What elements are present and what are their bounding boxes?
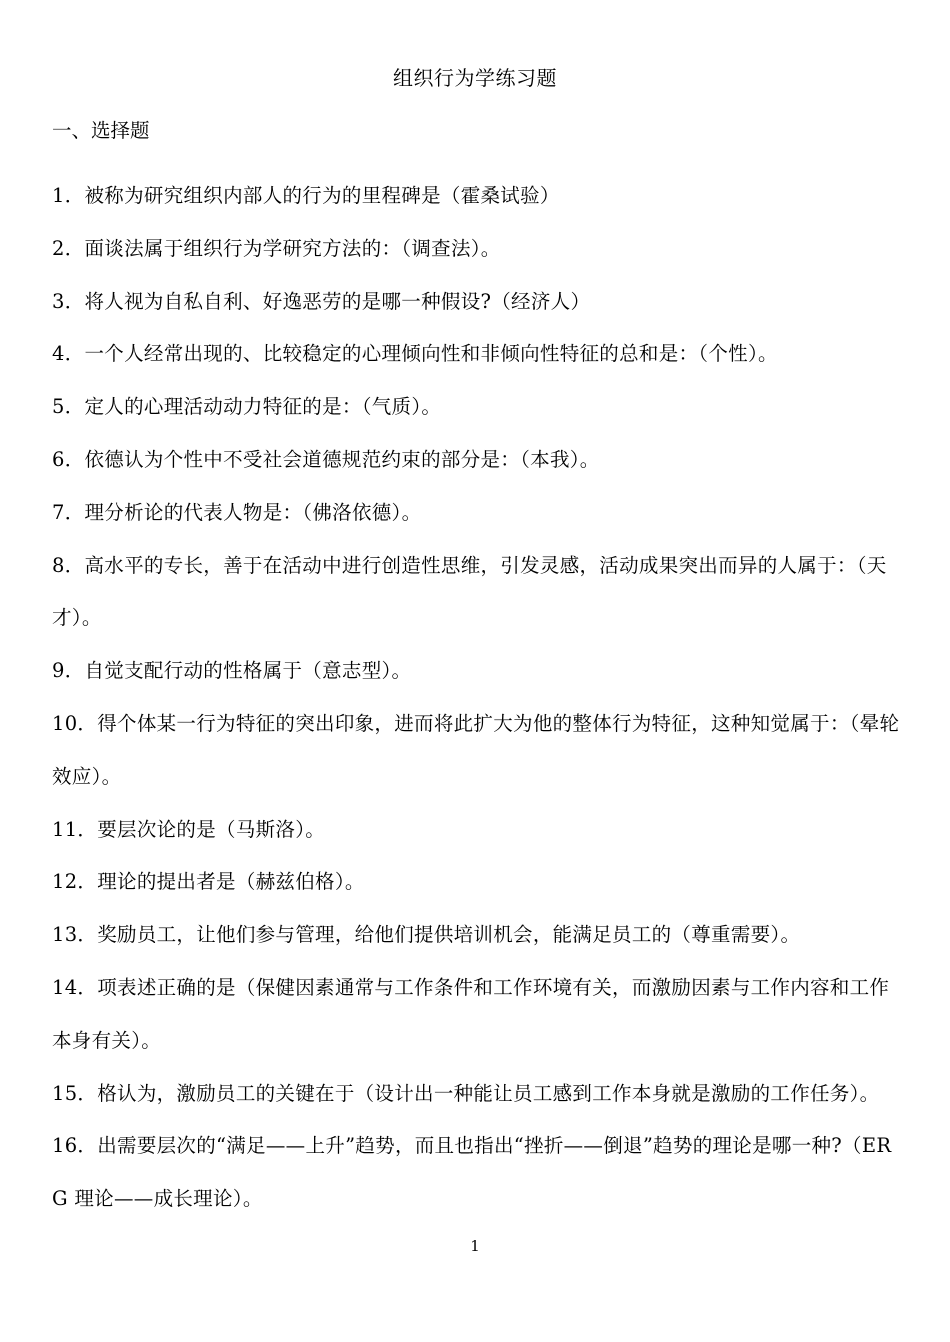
question-item: 7．理分析论的代表人物是：（佛洛依德）。 [52, 500, 422, 524]
question-item: 15．格认为，激励员工的关键在于（设计出一种能让员工感到工作本身就是激励的工作任务）。 [52, 1081, 880, 1105]
question-item: 10．得个体某一行为特征的突出印象，进而将此扩大为他的整体行为特征，这种知觉属于：（晕轮效应）。 [52, 711, 900, 788]
question-item: 2．面谈法属于组织行为学研究方法的：（调查法）。 [52, 236, 501, 260]
section-heading: 一、选择题 [52, 119, 150, 142]
document-title: 组织行为学练习题 [393, 66, 557, 90]
question-item: 13．奖励员工，让他们参与管理，给他们提供培训机会，能满足员工的（尊重需要）。 [52, 923, 801, 947]
question-item: 6．依德认为个性中不受社会道德规范约束的部分是：（本我）。 [52, 447, 600, 471]
question-item: 3．将人视为自私自利、好逸恶劳的是哪一种假设?（经济人） [52, 289, 591, 313]
question-item: 4．一个人经常出现的、比较稳定的心理倾向性和非倾向性特征的总和是：（个性）。 [52, 342, 778, 366]
question-item: 11．要层次论的是（马斯洛）。 [52, 817, 326, 841]
question-list [52, 170, 902, 1226]
question-item: 14．项表述正确的是（保健因素通常与工作条件和工作环境有关，而激励因素与工作内容和工作本身有关）。 [52, 975, 890, 1052]
question-item: 9．自觉支配行动的性格属于（意志型）。 [52, 659, 412, 683]
question-item: 8．高水平的专长，善于在活动中进行创造性思维，引发灵感，活动成果突出而异的人属于：（天才）。 [52, 553, 887, 630]
question-item: 12．理论的提出者是（赫兹伯格）。 [52, 870, 365, 894]
question-item: 16．出需要层次的“满足——上升”趋势，而且也指出“挫折——倒退”趋势的理论是哪一种?（ERG 理论——成长理论）。 [52, 1134, 892, 1211]
question-item: 1．被称为研究组织内部人的行为的里程碑是（霍桑试验） [52, 184, 560, 207]
question-item: 5．定人的心理活动动力特征的是：（气质）。 [52, 395, 442, 419]
page-number: 1 [470, 1237, 480, 1255]
